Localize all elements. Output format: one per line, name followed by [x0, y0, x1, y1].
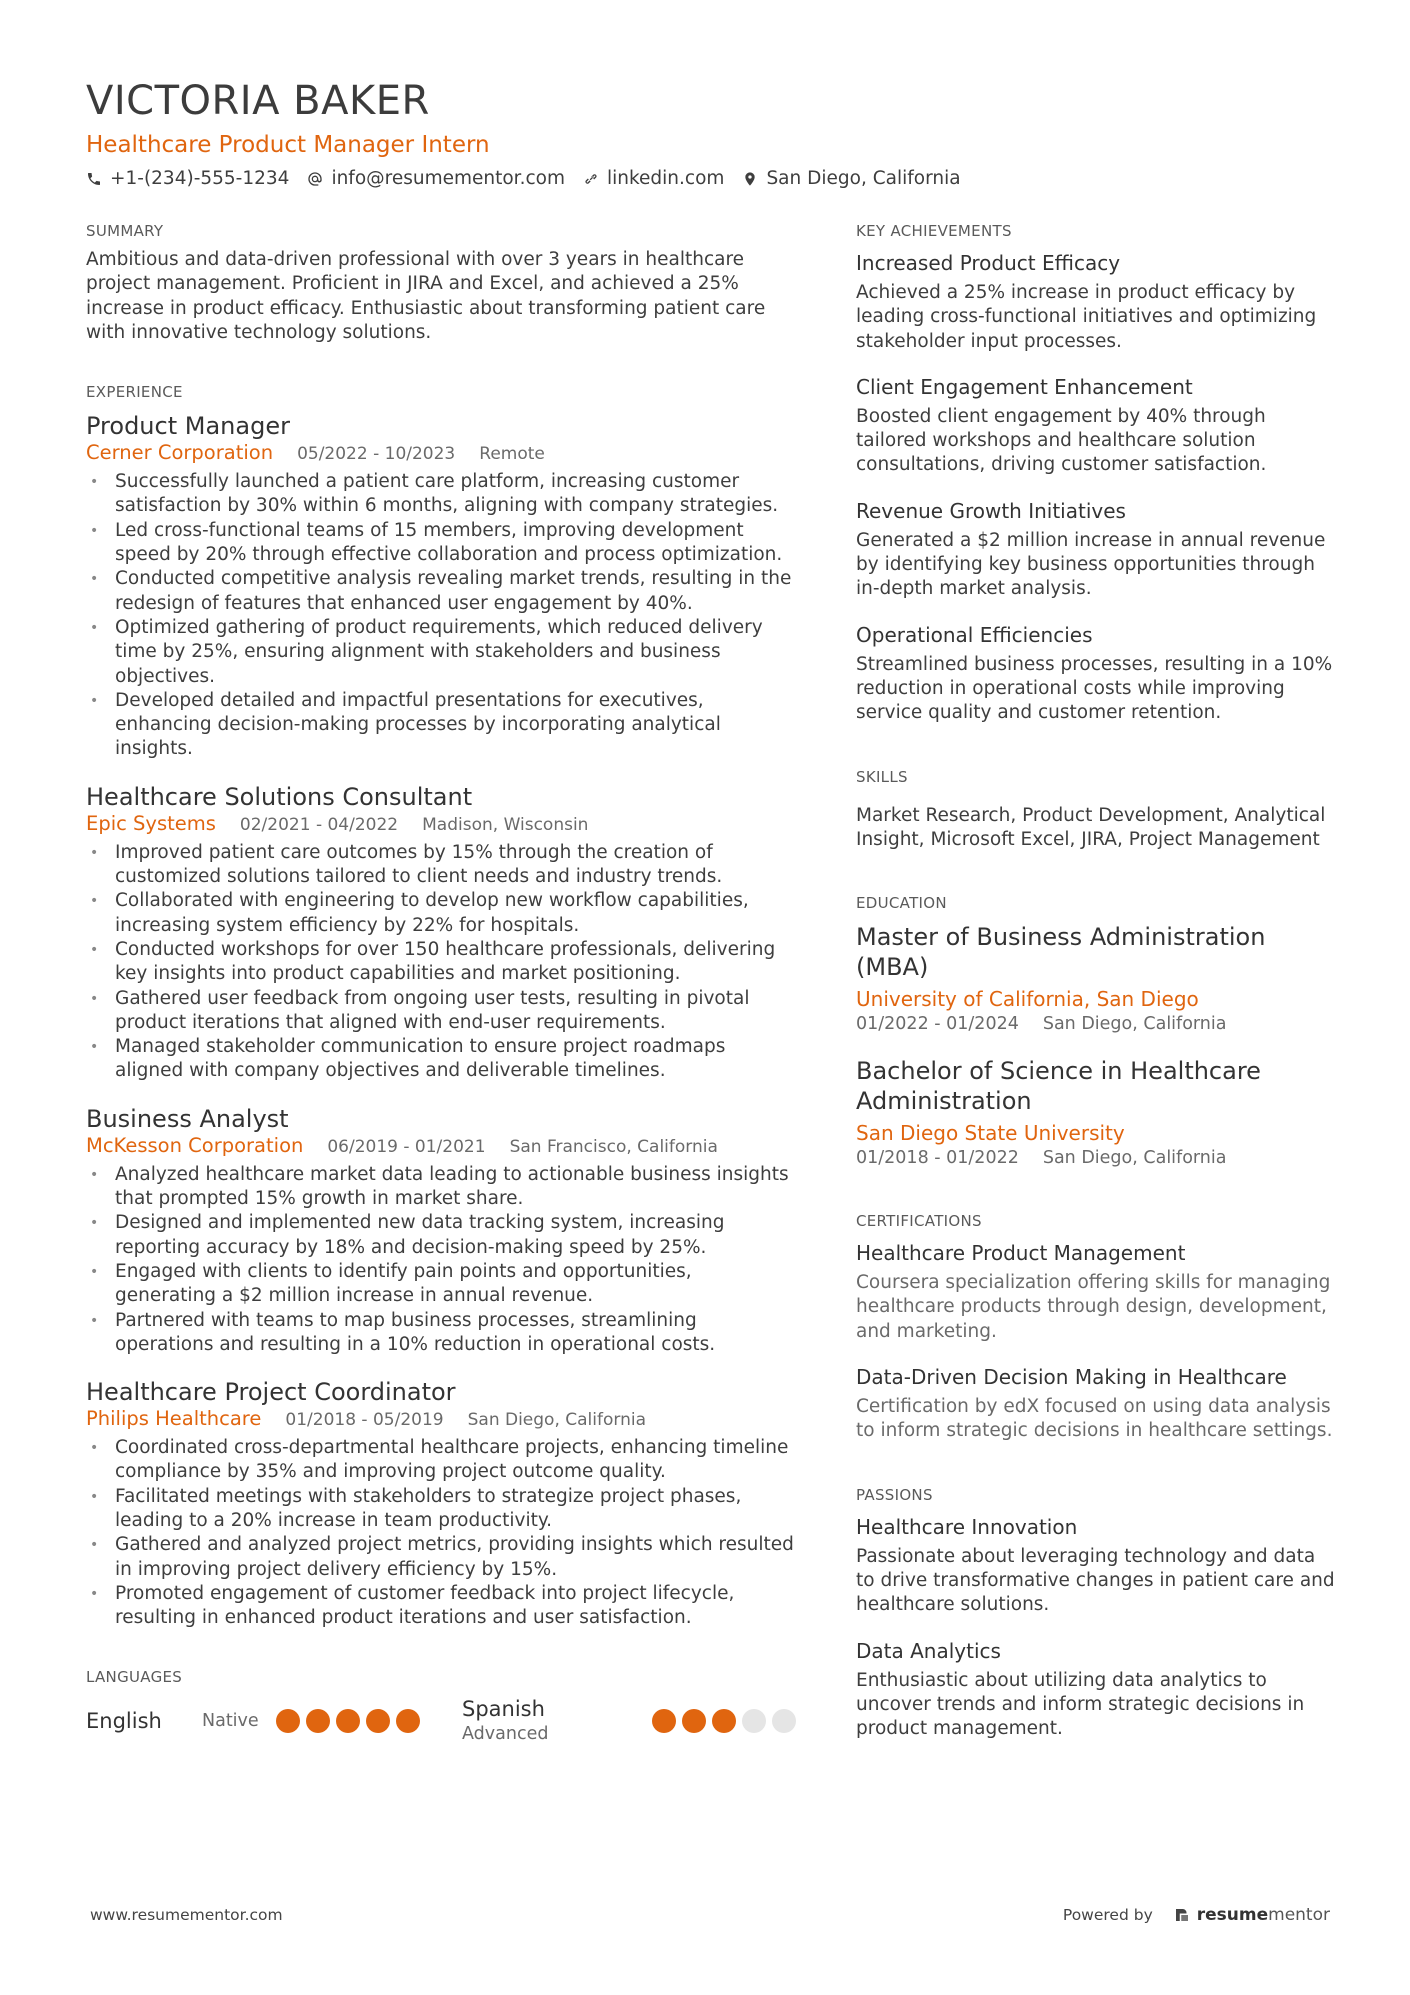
at-icon — [307, 171, 323, 187]
job-bullet: • Conducted workshops for over 150 healthcare professionals, delivering key insights into product capabilities and market positioning. — [86, 938, 796, 987]
phone-text: +1-(234)-555-1234 — [110, 168, 290, 189]
achievement-title: Operational Efficiencies — [856, 622, 1093, 647]
section-title: CERTIFICATIONS — [856, 1212, 982, 1231]
certification-desc: Coursera specialization offering skills for managing healthcare products through design, development, and marketing. — [856, 1272, 1331, 1342]
passion-title: Healthcare Innovation — [856, 1514, 1078, 1539]
certification-item — [856, 1240, 1336, 1344]
job-title: Healthcare Project Coordinator — [86, 1378, 456, 1407]
phone-icon — [86, 171, 102, 187]
job-bullet: • Gathered and analyzed project metrics, providing insights which resulted in improving project delivery efficiency by 15%. — [86, 1533, 796, 1582]
language-name: Spanish — [462, 1697, 545, 1722]
contact-location — [742, 166, 960, 192]
degree-title: Master of Business Administration (MBA) — [856, 923, 1266, 982]
resumementor-logo-icon — [1173, 1906, 1191, 1924]
education-item — [856, 1056, 1336, 1170]
job-entry — [86, 1104, 796, 1357]
language-name: English — [86, 1709, 162, 1734]
job-meta — [86, 1134, 796, 1159]
language-rating — [652, 1709, 796, 1733]
job-entry — [86, 782, 796, 1084]
job-bullet: • Led cross-functional teams of 15 members, improving development speed by 20% through effective collaboration and process optimization. — [86, 519, 796, 568]
footer-website-link[interactable]: www.resumementor.com — [90, 1906, 283, 1924]
section-title: EDUCATION — [856, 894, 947, 913]
achievement-item — [856, 498, 1336, 602]
resume-header — [86, 74, 1326, 192]
certifications-section — [856, 1210, 1336, 1443]
summary-section — [86, 220, 796, 345]
degree-title: Bachelor of Science in Healthcare Administration — [856, 1057, 1261, 1116]
job-bullet: • Designed and implemented new data tracking system, increasing reporting accuracy by 18% and decision-making speed by 25%. — [86, 1211, 796, 1260]
right-column — [856, 220, 1336, 1741]
achievement-title: Client Engagement Enhancement — [856, 374, 1193, 399]
education-section — [856, 892, 1336, 1170]
job-bullet: • Managed stakeholder communication to ensure project roadmaps aligned with company objectives and deliverable timelines. — [86, 1035, 796, 1084]
job-location: San Francisco, California — [509, 1136, 718, 1157]
education-meta — [856, 1012, 1336, 1036]
job-dates: 02/2021 - 04/2022 — [239, 814, 399, 835]
resumementor-logo[interactable] — [1173, 1905, 1330, 1925]
section-title: LANGUAGES — [86, 1668, 183, 1687]
passions-section — [856, 1484, 1336, 1742]
job-bullet: • Successfully launched a patient care platform, increasing customer satisfaction by 30% within 6 months, aligning with company strategies. — [86, 470, 796, 519]
achievement-desc: Boosted client engagement by 40% through tailored workshops and healthcare solution consultations, driving customer satisfaction. — [856, 405, 1267, 476]
experience-section — [86, 381, 796, 1630]
powered-by — [1063, 1905, 1330, 1925]
email-text: info@resumementor.com — [331, 168, 565, 189]
job-location: Madison, Wisconsin — [422, 814, 589, 835]
contact-linkedin[interactable] — [583, 166, 724, 192]
candidate-name: VICTORIA BAKER — [86, 78, 430, 124]
job-bullet: • Collaborated with engineering to develop new workflow capabilities, increasing system efficiency by 22% for hospitals. — [86, 889, 796, 938]
language-level: Native — [202, 1711, 259, 1732]
brand-text — [1197, 1905, 1330, 1925]
section-title: SUMMARY — [86, 222, 164, 240]
contact-email[interactable] — [307, 166, 565, 192]
rating-dot-empty — [772, 1709, 796, 1733]
link-icon — [583, 171, 599, 187]
rating-dot-filled — [336, 1709, 360, 1733]
contact-phone[interactable] — [86, 166, 289, 192]
achievement-desc: Streamlined business processes, resulting in a 10% reduction in operational costs while improving service quality and customer retention. — [856, 653, 1333, 724]
location-text: San Diego, California — [766, 168, 961, 189]
job-title: Healthcare Solutions Consultant — [86, 782, 473, 811]
company-name: Cerner Corporation — [86, 441, 274, 465]
achievement-desc: Generated a $2 million increase in annual revenue by identifying key business opportunities through in-depth market analysis. — [856, 529, 1326, 600]
education-meta — [856, 1146, 1336, 1170]
company-name: McKesson Corporation — [86, 1133, 304, 1157]
job-bullet: • Analyzed healthcare market data leading to actionable business insights that prompted 15% growth in market share. — [86, 1163, 796, 1212]
job-entry — [86, 411, 796, 762]
left-column — [86, 220, 796, 1746]
language-text — [462, 1696, 548, 1746]
achievement-item — [856, 622, 1336, 726]
languages-section — [86, 1666, 796, 1746]
job-bullet: • Improved patient care outcomes by 15% through the creation of customized solutions tailored to client needs and industry trends. — [86, 841, 796, 890]
brand-bold: resume — [1196, 1905, 1269, 1925]
rating-dot-empty — [742, 1709, 766, 1733]
job-bullet: • Coordinated cross-departmental healthcare projects, enhancing timeline compliance by 35% and improving project outcome quality. — [86, 1436, 796, 1485]
job-bullets — [86, 1163, 796, 1357]
education-dates: 01/2018 - 01/2022 — [856, 1148, 1019, 1169]
certification-item — [856, 1364, 1336, 1444]
linkedin-text: linkedin.com — [606, 168, 725, 189]
job-dates: 01/2018 - 05/2019 — [285, 1410, 444, 1431]
job-location: Remote — [479, 444, 545, 465]
languages-row — [86, 1696, 796, 1746]
certification-desc: Certification by edX focused on using data analysis to inform strategic decisions in healthcare settings. — [856, 1396, 1333, 1442]
job-location: San Diego, California — [467, 1410, 646, 1431]
job-title: Product Manager — [86, 412, 290, 441]
language-item — [86, 1708, 462, 1734]
language-item — [462, 1696, 796, 1746]
candidate-role: Healthcare Product Manager Intern — [86, 132, 490, 158]
section-title: KEY ACHIEVEMENTS — [856, 222, 1012, 240]
education-dates: 01/2022 - 01/2024 — [856, 1014, 1019, 1035]
passion-item — [856, 1514, 1336, 1618]
passion-title: Data Analytics — [856, 1638, 1001, 1663]
job-bullets — [86, 841, 796, 1084]
achievement-title: Revenue Growth Initiatives — [856, 498, 1126, 523]
rating-dot-filled — [682, 1709, 706, 1733]
section-title: PASSIONS — [856, 1485, 933, 1504]
powered-by-label: Powered by — [1062, 1906, 1153, 1924]
rating-dot-filled — [276, 1709, 300, 1733]
achievement-desc: Achieved a 25% increase in product efficacy by leading cross-functional initiatives and optimizing stakeholder input processes. — [856, 282, 1317, 352]
job-meta — [86, 441, 796, 466]
page-footer — [90, 1905, 1330, 1925]
job-dates: 05/2022 - 10/2023 — [297, 444, 456, 465]
contact-info — [86, 166, 1326, 192]
achievement-item — [856, 374, 1336, 478]
job-meta — [86, 1407, 796, 1432]
education-item — [856, 922, 1336, 1036]
job-bullet: • Partnered with teams to map business processes, streamlining operations and resulting in a 10% reduction in operational costs. — [86, 1309, 796, 1358]
certification-title: Healthcare Product Management — [856, 1241, 1186, 1266]
job-bullet: • Engaged with clients to identify pain points and opportunities, generating a $2 million increase in annual revenue. — [86, 1260, 796, 1309]
job-meta — [86, 812, 796, 837]
job-title: Business Analyst — [86, 1104, 289, 1133]
passion-desc: Enthusiastic about utilizing data analytics to uncover trends and inform strategic decisions in product management. — [856, 1669, 1305, 1740]
job-bullet: • Promoted engagement of customer feedback into project lifecycle, resulting in enhanced product iterations and user satisfaction. — [86, 1582, 796, 1631]
location-pin-icon — [742, 171, 758, 187]
rating-dot-filled — [366, 1709, 390, 1733]
rating-dot-filled — [396, 1709, 420, 1733]
certification-title: Data-Driven Decision Making in Healthcare — [856, 1365, 1287, 1390]
achievement-title: Increased Product Efficacy — [856, 251, 1121, 275]
language-rating — [276, 1709, 420, 1733]
brand-rest: mentor — [1268, 1905, 1330, 1925]
skills-text: Market Research, Product Development, Analytical Insight, Microsoft Excel, JIRA, Project Management — [856, 804, 1326, 850]
section-title: EXPERIENCE — [86, 383, 183, 402]
job-bullets — [86, 470, 796, 762]
summary-text: Ambitious and data-driven professional with over 3 years in healthcare project management. Proficient in JIRA and Excel, and achieved a 25% increase in product efficacy. Enthusiastic about transforming patient care with innovative technology solutions. — [86, 249, 766, 343]
job-bullet: • Conducted competitive analysis revealing market trends, resulting in the redesign of features that enhanced user engagement by 40%. — [86, 567, 796, 616]
school-name: San Diego State University — [856, 1121, 1125, 1146]
skills-section — [856, 766, 1336, 853]
job-bullet: • Gathered user feedback from ongoing user tests, resulting in pivotal product iterations that aligned with end-user requirements. — [86, 987, 796, 1036]
rating-dot-filled — [306, 1709, 330, 1733]
job-bullets — [86, 1436, 796, 1630]
job-bullet: • Facilitated meetings with stakeholders to strategize project phases, leading to a 20% increase in team productivity. — [86, 1485, 796, 1534]
education-location: San Diego, California — [1042, 1014, 1227, 1035]
job-bullet: • Optimized gathering of product requirements, which reduced delivery time by 25%, ensuring alignment with stakeholders and business objectives. — [86, 616, 796, 689]
passion-desc: Passionate about leveraging technology and data to drive transformative changes in patient care and healthcare solutions. — [856, 1545, 1335, 1616]
rating-dot-filled — [712, 1709, 736, 1733]
job-entry — [86, 1377, 796, 1630]
achievements-section — [856, 220, 1336, 726]
passion-item — [856, 1638, 1336, 1742]
language-level: Advanced — [462, 1724, 549, 1745]
rating-dot-filled — [652, 1709, 676, 1733]
job-dates: 06/2019 - 01/2021 — [327, 1136, 486, 1157]
school-name: University of California, San Diego — [856, 987, 1199, 1012]
company-name: Epic Systems — [86, 811, 216, 835]
company-name: Philips Healthcare — [86, 1407, 262, 1431]
education-location: San Diego, California — [1042, 1148, 1227, 1169]
job-bullet: • Developed detailed and impactful presentations for executives, enhancing decision-making processes by incorporating analytical insights. — [86, 689, 796, 762]
section-title: SKILLS — [856, 767, 908, 786]
achievement-item — [856, 250, 1336, 354]
